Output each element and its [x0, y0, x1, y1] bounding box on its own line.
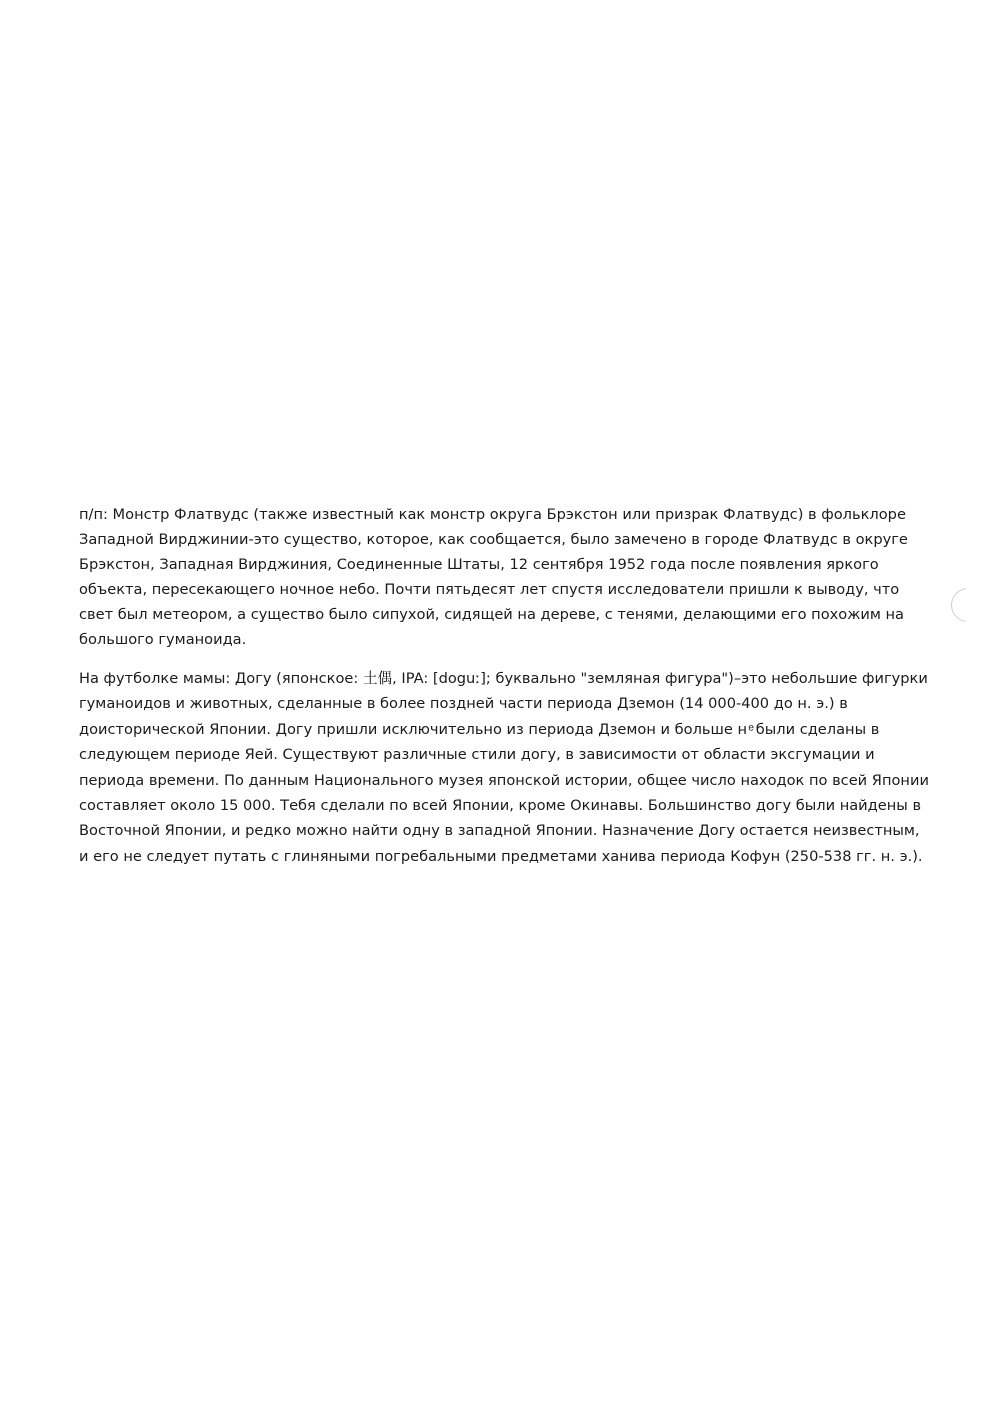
paragraph-dogu: На футболке мамы: Догу (японское: 土偶, IPA: [doguː]; буквально "земляная фигура")–это небольшие фигурки гуманоидов и животных, сделанные в более поздней части периода Дземон (14 000-400 до н. э.) в доисторической Японии. Догу пришли исключительно из периода Дземон и больше н ͤ были сделаны в следующем периоде Яей. Существуют различные стили догу, в зависимости от области эксгумации и периода времени. По данным Национального музея японской истории, общее число находок по всей Японии составляет около 15 000. Тебя сделали по всей Японии, кроме Окинавы. Большинство догу были найдены в Восточной Японии, и редко можно найти одну в западной Японии. Назначение Догу остается неизвестным, и его не следует путать с глиняными погребальными предметами ханива периода Кофун (250-538 гг. н. э.). — [79, 670, 929, 865]
paragraph-flatwoods-monster: п/п: Монстр Флатвудс (также известный как монстр округа Брэкстон или призрак Флатвудс) в фольклоре Западной Вирджинии-это существо, которое, как сообщается, было замечено в городе Флатвудс в округе Брэкстон, Западная Вирджиния, Соединенные Штаты, 12 сентября 1952 года после появления яркого объекта, пересекающего ночное небо. Почти пятьдесят лет спустя исследователи пришли к выводу, что свет был метеором, а существо было сипухой, сидящей на дереве, с тенями, делающими его похожим на большого гуманоида. — [79, 506, 908, 648]
document-body — [79, 502, 932, 869]
page-edge-mask — [966, 580, 1000, 630]
